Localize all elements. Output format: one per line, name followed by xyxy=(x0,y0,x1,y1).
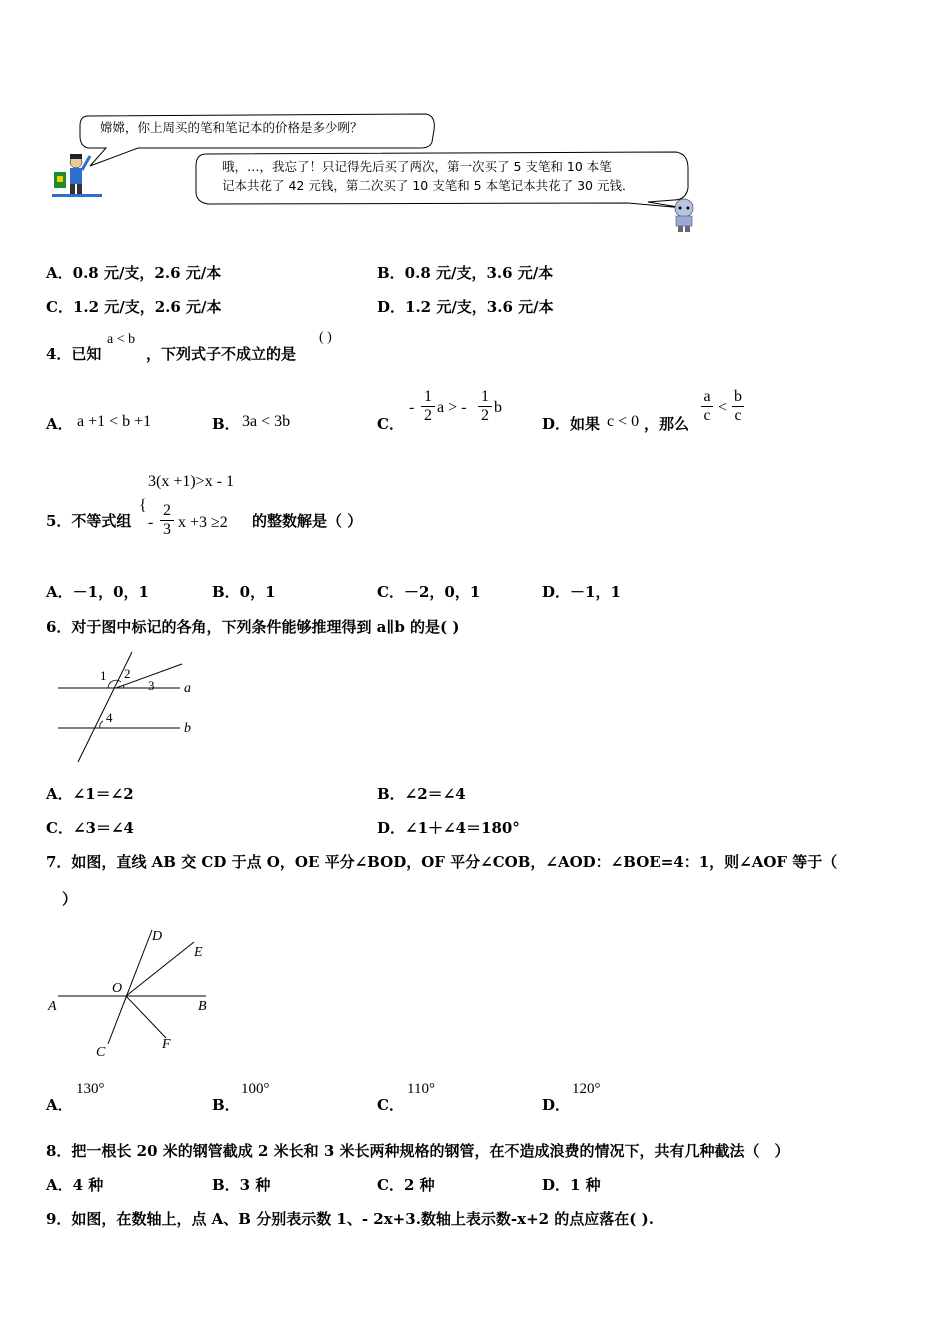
q6-stem: 6．对于图中标记的各角，下列条件能够推理得到 a∥b 的是( ) xyxy=(46,618,460,636)
q6-figure xyxy=(50,648,220,768)
frac-numerator: b xyxy=(734,388,742,405)
q7-option-d-label: D． xyxy=(542,1096,571,1114)
q4-option-a-expr: a +1 < b +1 xyxy=(77,413,152,430)
q6-option-b: B．∠2＝∠4 xyxy=(377,785,466,803)
line-label-a: a xyxy=(184,681,191,696)
q4-option-d-frac2 xyxy=(732,388,744,425)
frac-denominator: c xyxy=(701,406,713,425)
q6-option-c: C．∠3＝∠4 xyxy=(46,819,134,837)
q3-option-d: D．1.2 元/支，3.6 元/本 xyxy=(377,298,554,316)
q4-option-b-label: B． xyxy=(212,415,240,433)
q4-option-c-frac1 xyxy=(421,388,435,425)
q7-stem-line1: 7．如图，直线 AB 交 CD 于点 O，OE 平分∠BOD，OF 平分∠COB，∠AOD：∠BOE=4：1，则∠AOF 等于（ xyxy=(46,853,838,871)
q8-stem: 8．把一根长 20 米的钢管截成 2 米长和 3 米长两种规格的钢管，在不造成浪费的情况下，共有几种截法（ ） xyxy=(46,1142,790,1160)
q5-brace: { xyxy=(139,497,147,514)
q7-option-b-value: 100° xyxy=(241,1081,270,1097)
angle-label-2: 2 xyxy=(124,666,131,681)
frac-numerator: 1 xyxy=(481,388,489,405)
q7-option-a-label: A． xyxy=(46,1096,73,1114)
q8-option-c: C．2 种 xyxy=(377,1176,435,1194)
q5-option-a: A．－1，0，1 xyxy=(46,583,149,601)
q7-option-a-value: 130° xyxy=(76,1081,105,1097)
frac-denominator: c xyxy=(732,406,744,425)
bubble1-text: 嫦嫦，你上周买的笔和笔记本的价格是多少咧？ xyxy=(100,120,363,135)
q7-option-c-label: C． xyxy=(377,1096,404,1114)
q4-option-c-frac2 xyxy=(478,388,492,425)
q6-option-a: A．∠1＝∠2 xyxy=(46,785,134,803)
q7-figure xyxy=(44,922,224,1062)
q4-option-c-label: C． xyxy=(377,415,404,433)
q7-stem-line2: ） xyxy=(62,890,78,908)
angle-label-1: 1 xyxy=(100,668,107,683)
point-label-d: D xyxy=(152,929,163,944)
q4-option-d-mid: ，那么 xyxy=(644,415,690,433)
q4-paren: ( ) xyxy=(319,330,332,345)
q3-option-c: C．1.2 元/支，2.6 元/本 xyxy=(46,298,222,316)
q4-option-a-label: A． xyxy=(46,415,73,433)
frac-numerator: 1 xyxy=(424,388,432,405)
point-label-e: E xyxy=(194,945,203,960)
q8-option-a: A．4 种 xyxy=(46,1176,104,1194)
angle-label-3: 3 xyxy=(148,678,155,693)
q8-option-d: D．1 种 xyxy=(542,1176,601,1194)
q4-option-d-label: D．如果 xyxy=(542,415,601,433)
q4-prefix: 4．已知 xyxy=(46,345,102,363)
q4-option-c-b: b xyxy=(494,399,502,416)
q3-option-a: A．0.8 元/支，2.6 元/本 xyxy=(46,264,222,282)
q5-frac xyxy=(160,502,174,539)
q4-option-d-frac1 xyxy=(701,388,713,425)
q6-option-d: D．∠1＋∠4＝180° xyxy=(377,819,520,837)
q4-option-c-minus: - xyxy=(409,399,415,416)
q5-option-d: D．－1，1 xyxy=(542,583,621,601)
q4-option-b-expr: 3a < 3b xyxy=(242,413,291,430)
angle-arc-4 xyxy=(100,721,103,728)
bubble2-text-line2: 记本共花了 42 元钱，第二次买了 10 支笔和 5 本笔记本共花了 30 元钱． xyxy=(222,178,635,193)
q5-option-b: B．0，1 xyxy=(212,583,276,601)
frac-denominator: 3 xyxy=(160,520,174,539)
ray-of xyxy=(126,996,166,1038)
frac-denominator: 2 xyxy=(421,406,435,425)
q5-minus: - xyxy=(148,514,154,531)
angle-label-4: 4 xyxy=(106,710,113,725)
q9-stem: 9．如图，在数轴上，点 A、B 分别表示数 1、- 2x+3.数轴上表示数-x+2 的点应落在( ). xyxy=(46,1210,654,1228)
q7-option-b-label: B． xyxy=(212,1096,240,1114)
q4-option-d-cond: c < 0 xyxy=(607,413,640,430)
ray-oe xyxy=(126,942,194,996)
point-label-f: F xyxy=(162,1037,171,1052)
q5-line1: 3(x +1)>x - 1 xyxy=(148,473,235,490)
q7-option-c-value: 110° xyxy=(407,1081,435,1097)
point-label-b: B xyxy=(198,999,207,1014)
q4-option-d-lt: < xyxy=(718,399,728,416)
frac-numerator: 2 xyxy=(163,502,171,519)
q4-suffix: ，下列式子不成立的是 xyxy=(146,345,297,363)
girl-figure-icon xyxy=(675,199,693,232)
line-label-b: b xyxy=(184,721,191,736)
bubble2-text-line1: 哦，…，我忘了！只记得先后买了两次，第一次买了 5 支笔和 10 本笔 xyxy=(222,159,612,174)
q4-condition: a < b xyxy=(107,332,136,347)
point-label-a: A xyxy=(48,999,57,1014)
q5-prefix: 5．不等式组 xyxy=(46,512,132,530)
q5-line2-rest: x +3 ≥2 xyxy=(178,514,228,531)
point-label-c: C xyxy=(96,1045,106,1060)
frac-denominator: 2 xyxy=(478,406,492,425)
q4-option-c-a: a > - xyxy=(437,399,467,416)
point-label-o: O xyxy=(112,981,123,996)
q5-suffix: 的整数解是（ ） xyxy=(252,512,363,530)
q5-option-c: C．－2，0，1 xyxy=(377,583,481,601)
q8-option-b: B．3 种 xyxy=(212,1176,271,1194)
q7-option-d-value: 120° xyxy=(572,1081,601,1097)
q3-option-b: B．0.8 元/支，3.6 元/本 xyxy=(377,264,554,282)
frac-numerator: a xyxy=(703,388,711,405)
